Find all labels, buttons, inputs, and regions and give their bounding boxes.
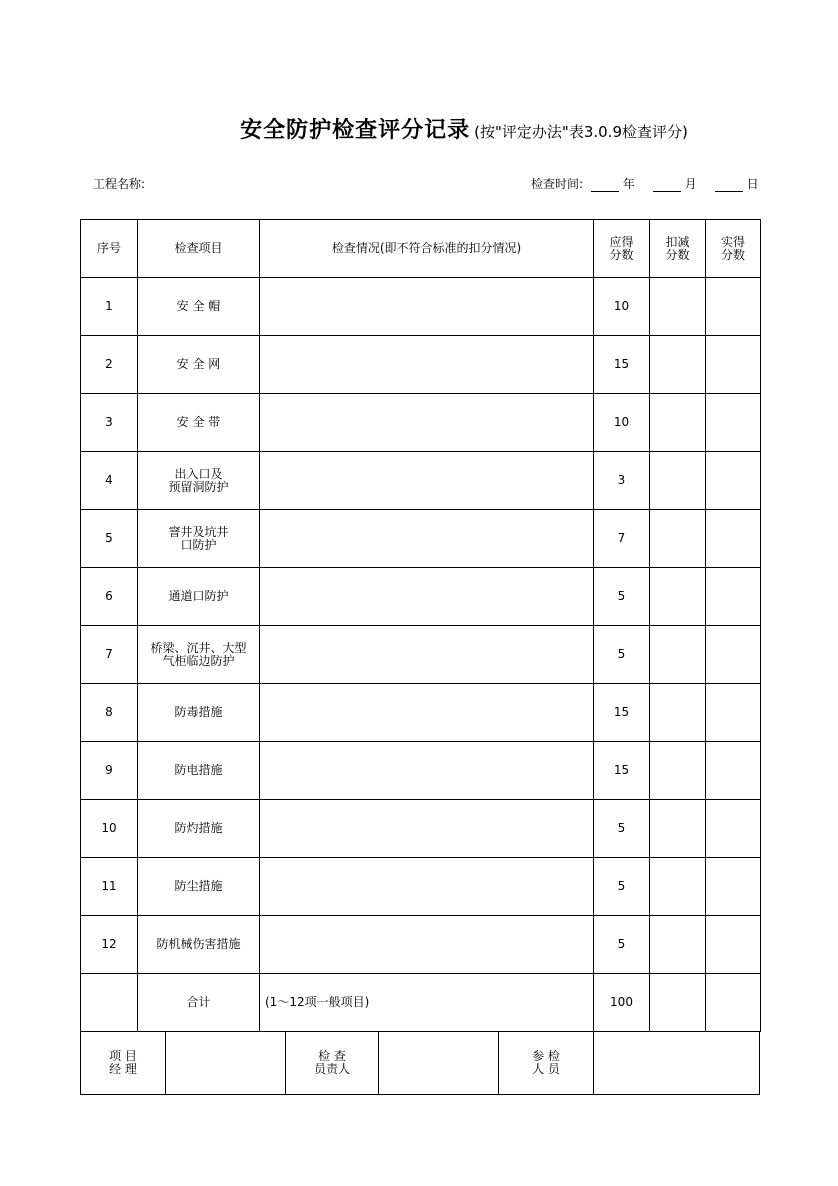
row-deduct-score[interactable] — [650, 452, 706, 510]
row-situation[interactable] — [260, 684, 594, 742]
participants-signature[interactable] — [594, 1032, 760, 1095]
header-situation: 检查情况(即不符合标准的扣分情况) — [260, 220, 594, 278]
month-label: 月 — [684, 177, 697, 191]
row-actual-score[interactable] — [706, 858, 761, 916]
row-due-score: 10 — [594, 394, 650, 452]
row-no: 7 — [81, 626, 138, 684]
row-item: 通道口防护 — [138, 568, 260, 626]
row-item: 桥梁、沉井、大型 气柜临边防护 — [138, 626, 260, 684]
row-deduct-score[interactable] — [650, 800, 706, 858]
title-block — [0, 113, 838, 144]
row-situation[interactable] — [260, 394, 594, 452]
row-due-score: 5 — [594, 858, 650, 916]
table-row — [81, 336, 761, 394]
row-no: 2 — [81, 336, 138, 394]
inspection-lead-signature[interactable] — [379, 1032, 499, 1095]
row-actual-score[interactable] — [706, 626, 761, 684]
table-row — [81, 800, 761, 858]
row-due-score: 10 — [594, 278, 650, 336]
table-row — [81, 742, 761, 800]
row-due-score: 5 — [594, 626, 650, 684]
total-row — [81, 974, 761, 1032]
row-no: 9 — [81, 742, 138, 800]
project-manager-signature[interactable] — [166, 1032, 286, 1095]
row-item: 安 全 网 — [138, 336, 260, 394]
table-body — [81, 278, 761, 974]
row-actual-score[interactable] — [706, 510, 761, 568]
row-due-score: 5 — [594, 568, 650, 626]
month-blank — [653, 179, 681, 192]
table-row — [81, 916, 761, 974]
row-situation[interactable] — [260, 568, 594, 626]
table-row — [81, 278, 761, 336]
row-situation[interactable] — [260, 916, 594, 974]
row-deduct-score[interactable] — [650, 916, 706, 974]
row-due-score: 5 — [594, 916, 650, 974]
row-due-score: 15 — [594, 742, 650, 800]
table-row — [81, 510, 761, 568]
row-no: 10 — [81, 800, 138, 858]
row-deduct-score[interactable] — [650, 568, 706, 626]
row-actual-score[interactable] — [706, 336, 761, 394]
row-situation[interactable] — [260, 336, 594, 394]
row-situation[interactable] — [260, 452, 594, 510]
header-actual-score: 实得 分数 — [706, 220, 761, 278]
year-label: 年 — [622, 177, 635, 191]
row-deduct-score[interactable] — [650, 684, 706, 742]
total-label: 合计 — [138, 974, 260, 1032]
inspection-date — [531, 175, 759, 192]
page-subtitle: (按"评定办法"表3.0.9检查评分) — [474, 123, 688, 141]
row-no: 4 — [81, 452, 138, 510]
row-item: 防尘措施 — [138, 858, 260, 916]
row-no: 3 — [81, 394, 138, 452]
header-due-score: 应得 分数 — [594, 220, 650, 278]
row-deduct-score[interactable] — [650, 858, 706, 916]
row-due-score: 3 — [594, 452, 650, 510]
row-deduct-score[interactable] — [650, 336, 706, 394]
row-due-score: 7 — [594, 510, 650, 568]
row-item: 安 全 带 — [138, 394, 260, 452]
total-deduct-cell[interactable] — [650, 974, 706, 1032]
row-item: 防毒措施 — [138, 684, 260, 742]
row-deduct-score[interactable] — [650, 510, 706, 568]
row-item: 出入口及 预留洞防护 — [138, 452, 260, 510]
row-no: 6 — [81, 568, 138, 626]
inspection-lead-label: 检 查 员责人 — [286, 1032, 379, 1095]
row-deduct-score[interactable] — [650, 626, 706, 684]
row-deduct-score[interactable] — [650, 742, 706, 800]
row-due-score: 15 — [594, 684, 650, 742]
header-item: 检查项目 — [138, 220, 260, 278]
day-blank — [715, 179, 743, 192]
table-row — [81, 568, 761, 626]
table-row — [81, 858, 761, 916]
row-actual-score[interactable] — [706, 800, 761, 858]
day-label: 日 — [746, 177, 759, 191]
total-due-score: 100 — [594, 974, 650, 1032]
row-situation[interactable] — [260, 742, 594, 800]
score-table — [80, 219, 761, 1032]
table-row — [81, 626, 761, 684]
row-actual-score[interactable] — [706, 684, 761, 742]
row-situation[interactable] — [260, 626, 594, 684]
participants-label: 参 检 人 员 — [499, 1032, 594, 1095]
row-item: 防机械伤害措施 — [138, 916, 260, 974]
header-deduct-score: 扣减 分数 — [650, 220, 706, 278]
year-blank — [591, 179, 619, 192]
row-situation[interactable] — [260, 278, 594, 336]
row-actual-score[interactable] — [706, 278, 761, 336]
total-note: (1～12项一般项目) — [260, 974, 594, 1032]
total-no-cell — [81, 974, 138, 1032]
header-row — [81, 220, 761, 278]
signature-table — [80, 1031, 760, 1095]
row-situation[interactable] — [260, 800, 594, 858]
row-actual-score[interactable] — [706, 452, 761, 510]
row-actual-score[interactable] — [706, 568, 761, 626]
row-item: 防灼措施 — [138, 800, 260, 858]
row-deduct-score[interactable] — [650, 278, 706, 336]
project-name-label: 工程名称: — [93, 177, 146, 191]
row-due-score: 15 — [594, 336, 650, 394]
row-deduct-score[interactable] — [650, 394, 706, 452]
project-manager-label: 项 目 经 理 — [81, 1032, 166, 1095]
row-situation[interactable] — [260, 858, 594, 916]
header-no: 序号 — [81, 220, 138, 278]
row-actual-score[interactable] — [706, 394, 761, 452]
row-due-score: 5 — [594, 800, 650, 858]
row-no: 5 — [81, 510, 138, 568]
row-actual-score[interactable] — [706, 742, 761, 800]
total-actual-cell[interactable] — [706, 974, 761, 1032]
row-situation[interactable] — [260, 510, 594, 568]
row-no: 1 — [81, 278, 138, 336]
row-actual-score[interactable] — [706, 916, 761, 974]
table-row — [81, 394, 761, 452]
row-no: 12 — [81, 916, 138, 974]
table-row — [81, 452, 761, 510]
row-item: 安 全 帽 — [138, 278, 260, 336]
row-no: 11 — [81, 858, 138, 916]
date-label: 检查时间: — [531, 177, 584, 191]
row-item: 防电措施 — [138, 742, 260, 800]
table-row — [81, 684, 761, 742]
page-title: 安全防护检查评分记录 — [240, 118, 471, 143]
row-item: 窨井及坑井 口防护 — [138, 510, 260, 568]
row-no: 8 — [81, 684, 138, 742]
